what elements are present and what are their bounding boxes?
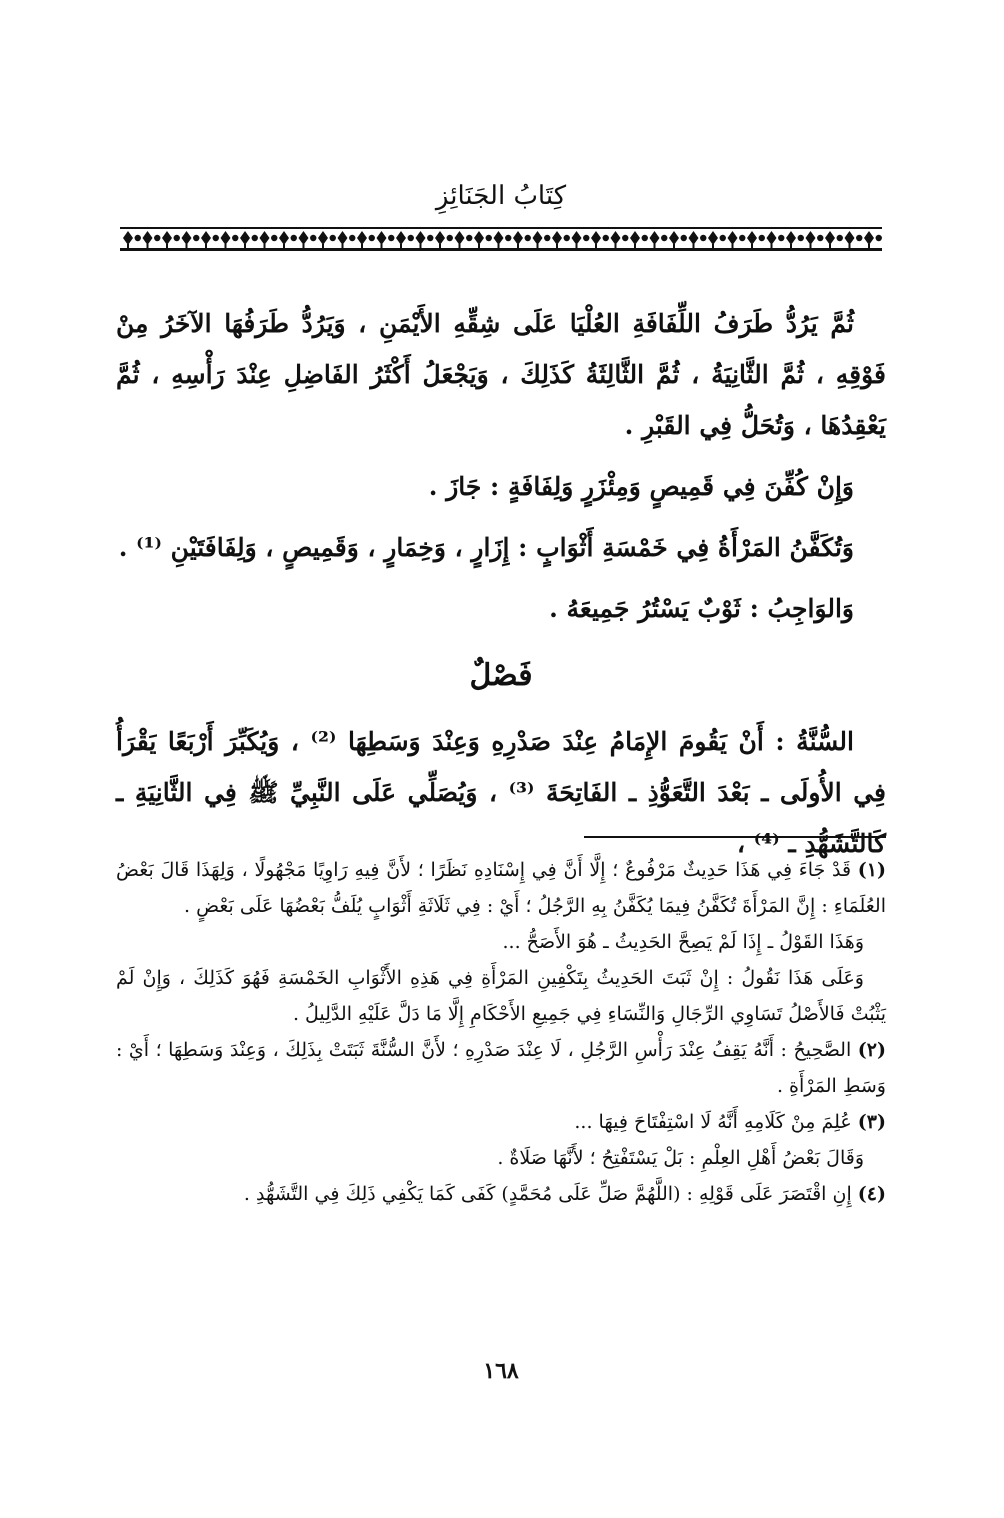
ornament-motif [123, 231, 141, 249]
footnote-number: (٤) [857, 1183, 886, 1205]
ornament-motif [221, 231, 239, 249]
footnote-text: قَدْ جَاءَ فِي هَذَا حَدِيثٌ مَرْفُوعٌ ؛ إِلَّا أَنَّ فِي إِسْنَادِهِ نَظَرًا ؛ لأَنَّ فِيهِ رَاوِيًا مَجْهُولًا ، وَلِهَذَا قَالَ بَعْضُ العُلَمَاءِ : إِنَّ المَرْأَةَ تُكَفَّنُ فِيمَا يُكَفَّنُ بِهِ الرَّجُلُ ؛ أَيْ : فِي ثَلَاثَةِ أَثْوَابٍ يُلَفُّ بَعْضُهَا عَلَى بَعْضٍ . [116, 859, 886, 917]
ornament-motif [162, 231, 180, 249]
ornament-motif [611, 231, 629, 249]
ornament-motif [630, 231, 648, 249]
footnote-divider [584, 836, 886, 838]
ornament-motif [494, 231, 512, 249]
ornament-motif [416, 231, 434, 249]
ornament-motif [474, 231, 492, 249]
ornament-motif [260, 231, 278, 249]
footnote [116, 1104, 886, 1140]
ornament-motif [435, 231, 453, 249]
ornament-motif [689, 231, 707, 249]
ornament-motif [357, 231, 375, 249]
ornament-motif [279, 231, 297, 249]
ornament-motif [650, 231, 668, 249]
ornament-motif [806, 231, 824, 249]
body-paragraph: وَتُكَفَّنُ المَرْأَةُ فِي خَمْسَةِ أَثْوَابٍ : إِزَارٍ ، وَخِمَارٍ ، وَقَمِيصٍ ، وَلِفَافَتَيْنِ ⁽¹⁾ . [118, 533, 854, 562]
book-page [116, 0, 886, 1518]
running-header-title: كِتَابُ الجَنَائِزِ [435, 181, 567, 211]
footnote-number: (١) [857, 859, 887, 881]
ornament-motif [338, 231, 356, 249]
body-paragraph: السُّنَّةُ : أَنْ يَقُومَ الإِمَامُ عِنْدَ صَدْرِهِ وَعِنْدَ وَسَطِهَا ⁽²⁾ ، وَيُكَبِّرَ أَرْبَعًا يَقْرَأُ فِي الأُولَى ـ بَعْدَ التَّعَوُّذِ ـ الفَاتِحَةَ ⁽³⁾ ، وَيُصَلِّي عَلَى النَّبِيِّ ﷺ فِي الثَّانِيَةِ ـ كَالتَّشَهُّدِ ـ ⁽⁴⁾ ، [116, 727, 886, 858]
ornament-motif [825, 231, 843, 249]
footnote [116, 924, 886, 960]
ornament-motif [377, 231, 395, 249]
ornament-motif [728, 231, 746, 249]
ornament-motif [143, 231, 161, 249]
footnote-text: وَقَالَ بَعْضُ أَهْلِ العِلْمِ : بَلْ يَسْتَفْتِحُ ؛ لأَنَّهَا صَلَاةٌ . [497, 1147, 864, 1169]
footnote-text: عُلِمَ مِنْ كَلَامِهِ أَنَّهُ لَا اسْتِفْتَاحَ فِيهَا ... [574, 1111, 852, 1133]
ornament-motif [747, 231, 765, 249]
page-number: ١٦٨ [483, 1358, 519, 1384]
ornament-motif [767, 231, 785, 249]
ornament-motif [591, 231, 609, 249]
ornament-motif [182, 231, 200, 249]
main-text [116, 298, 886, 869]
ornament-motif [318, 231, 336, 249]
body-paragraph: وَإِنْ كُفِّنَ فِي قَمِيصٍ وَمِئْزَرٍ وَلِفَافَةٍ : جَازَ . [428, 472, 854, 501]
footnote [116, 1176, 886, 1212]
footnote-text: إِنِ اقْتَصَرَ عَلَى قَوْلِهِ : (اللَّهُمَّ صَلِّ عَلَى مُحَمَّدٍ) كَفَى كَمَا يَكْفِي ذَلِكَ فِي التَّشَهُّدِ . [243, 1183, 852, 1205]
ornament-motif [708, 231, 726, 249]
footnote-text: وَعَلَى هَذَا نَقُولُ : إِنْ ثَبَتَ الحَدِيثُ بِتَكْفِينِ المَرْأَةِ فِي هَذِهِ الأَثْوَابِ الخَمْسَةِ فَهُوَ كَذَلِكَ ، وَإِنْ لَمْ يَثْبُتْ فَالأَصْلُ تَسَاوِي الرِّجَالِ وَالنِّسَاءِ فِي جَمِيعِ الأَحْكَامِ إِلَّا مَا دَلَّ عَلَيْهِ الدَّلِيلُ . [116, 967, 886, 1025]
footnote [116, 1032, 886, 1104]
ornament-motif [201, 231, 219, 249]
ornament-topline [120, 227, 882, 229]
footnote [116, 852, 886, 924]
footnotes [116, 852, 886, 1212]
body-paragraph: ثُمَّ يَرُدُّ طَرَفُ اللِّفَافَةِ العُلْيَا عَلَى شِقِّهِ الأَيْمَنِ ، وَيَرُدُّ طَرَفُهَا الآخَرُ مِنْ فَوْقِهِ ، ثُمَّ الثَّانِيَةُ ، ثُمَّ الثَّالِثَةُ كَذَلِكَ ، وَيَجْعَلُ أَكْثَرُ الفَاضِلِ عِنْدَ رَأْسِهِ ، ثُمَّ يَعْقِدُهَا ، وَتُحَلُّ فِي القَبْرِ . [116, 309, 886, 440]
ornament-motif [864, 231, 882, 249]
ornament-motif [533, 231, 551, 249]
footnote [116, 960, 886, 1032]
footnote-text: الصَّحِيحُ : أَنَّهُ يَقِفُ عِنْدَ رَأْسِ الرَّجُلِ ، لَا عِنْدَ صَدْرِهِ ؛ لأَنَّ السُّنَّةَ ثَبَتَتْ بِذَلِكَ ، وَعِنْدَ وَسَطِهَا ؛ أَيْ : وَسَطِ المَرْأَةِ . [116, 1039, 886, 1097]
ornament-motif [572, 231, 590, 249]
ornament-motif [396, 231, 414, 249]
section-heading: فَصْلٌ [469, 658, 533, 693]
footnote-text: وَهَذَا القَوْلُ ـ إِذَا لَمْ يَصِحَّ الحَدِيثُ ـ هُوَ الأَصَحُّ ... [502, 931, 864, 953]
ornament-motif [299, 231, 317, 249]
footnote [116, 1140, 886, 1176]
ornament-motif [845, 231, 863, 249]
ornament-motif [552, 231, 570, 249]
ornament-motif [240, 231, 258, 249]
ornament-motif [455, 231, 473, 249]
ornament-baseline [120, 248, 882, 251]
ornament-motif [669, 231, 687, 249]
ornament-motif [513, 231, 531, 249]
footnote-number: (٢) [857, 1039, 886, 1061]
header-ornament-border [120, 226, 882, 252]
body-paragraph: وَالوَاجِبُ : ثَوْبٌ يَسْتُرُ جَمِيعَهُ . [549, 594, 854, 623]
footnote-number: (٣) [857, 1111, 886, 1133]
ornament-motif [786, 231, 804, 249]
